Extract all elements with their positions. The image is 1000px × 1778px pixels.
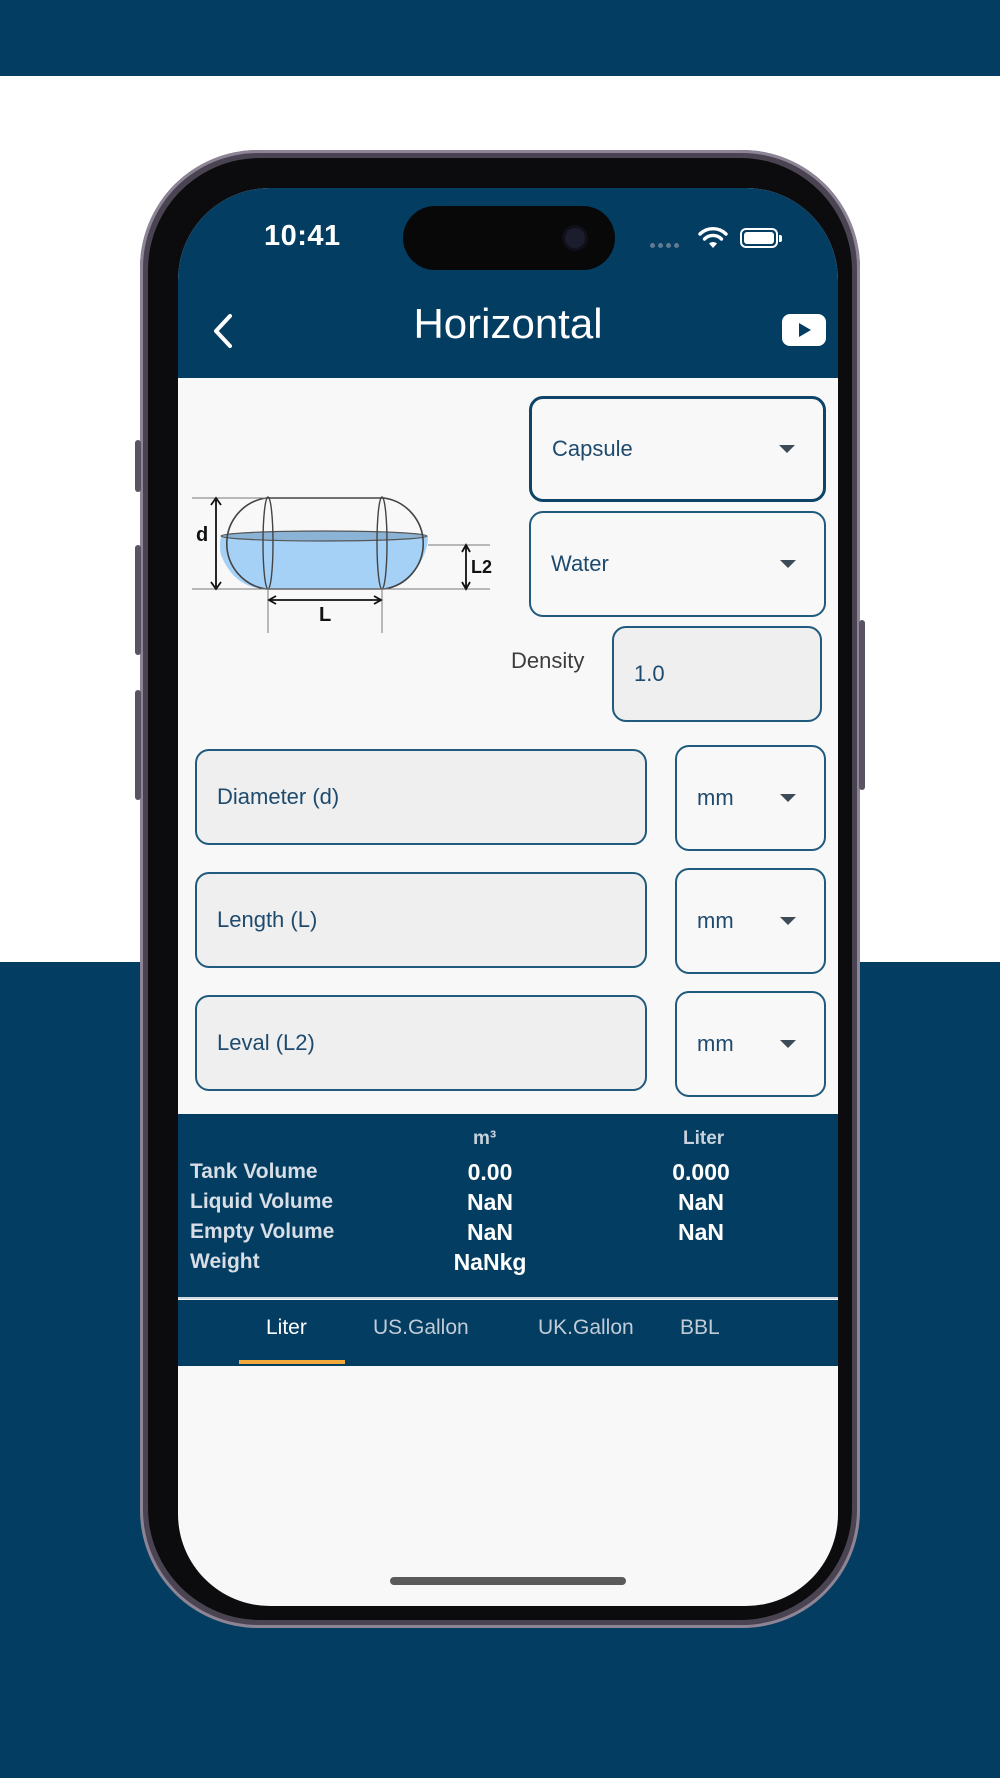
youtube-play-icon [782, 314, 826, 346]
tab-bbl[interactable]: BBL [680, 1316, 720, 1339]
liquid-volume-m3: NaN [466, 1189, 513, 1215]
phone-bezel [148, 158, 852, 1620]
level-unit-select[interactable] [675, 991, 826, 1097]
density-value: 1.0 [634, 661, 665, 686]
tab-liter[interactable]: Liter [266, 1316, 307, 1339]
liquid-volume-label: Liquid Volume [190, 1190, 334, 1213]
active-tab-indicator [239, 1360, 345, 1364]
length-unit-value: mm [697, 908, 734, 933]
diameter-label: d [196, 524, 209, 546]
unit-tabs [178, 1300, 838, 1366]
chevron-down-icon [780, 794, 796, 802]
status-time: 10:41 [264, 220, 341, 252]
battery-icon [740, 228, 778, 248]
column-header-liter: Liter [683, 1128, 725, 1149]
length-label: L [319, 604, 332, 626]
length-placeholder: Length (L) [217, 907, 318, 932]
tab-uk-gallon[interactable]: UK.Gallon [538, 1316, 634, 1339]
tank-volume-m3: 0.00 [467, 1159, 513, 1185]
level-label: L2 [471, 557, 493, 577]
empty-volume-liter: NaN [677, 1219, 724, 1245]
length-unit-select[interactable] [675, 868, 826, 974]
capsule-tank-diagram [190, 488, 500, 658]
diameter-unit-value: mm [697, 785, 734, 810]
density-input[interactable] [612, 626, 822, 722]
level-placeholder: Leval (L2) [217, 1030, 315, 1055]
tank-volume-liter: 0.000 [672, 1159, 730, 1185]
liquid-volume-liter: NaN [677, 1189, 724, 1215]
cellular-signal-icon [650, 243, 686, 251]
weight-value: NaNkg [453, 1249, 527, 1275]
video-tutorial-button[interactable] [782, 314, 826, 346]
liquid-value: Water [551, 551, 609, 576]
results-panel [178, 1114, 838, 1299]
empty-volume-m3: NaN [466, 1219, 513, 1245]
empty-volume-label: Empty Volume [190, 1220, 335, 1243]
volume-down-button [135, 690, 141, 800]
length-input[interactable] [195, 872, 647, 968]
tank-shape-select[interactable] [529, 396, 826, 502]
power-button [859, 620, 865, 790]
dynamic-island [403, 206, 615, 270]
chevron-down-icon [780, 917, 796, 925]
header-bar [178, 188, 838, 378]
chevron-down-icon [780, 560, 796, 568]
chevron-down-icon [780, 1040, 796, 1048]
wifi-icon [698, 226, 728, 255]
page-title: Horizontal [413, 300, 603, 347]
diameter-unit-select[interactable] [675, 745, 826, 851]
diameter-input[interactable] [195, 749, 647, 845]
tank-volume-label: Tank Volume [190, 1160, 318, 1183]
camera-icon [565, 228, 585, 248]
home-indicator[interactable] [390, 1577, 626, 1585]
density-label: Density [511, 648, 585, 673]
chevron-down-icon [779, 445, 795, 453]
diameter-placeholder: Diameter (d) [217, 784, 340, 809]
liquid-select[interactable] [529, 511, 826, 617]
phone-frame [140, 150, 860, 1628]
weight-label: Weight [190, 1250, 260, 1273]
divider [178, 1297, 838, 1299]
app-screen [178, 188, 838, 1606]
top-banner [0, 0, 1000, 76]
level-input[interactable] [195, 995, 647, 1091]
mute-switch [135, 440, 141, 492]
volume-up-button [135, 545, 141, 655]
column-header-m3: m³ [473, 1128, 497, 1149]
tank-shape-value: Capsule [552, 436, 633, 461]
level-unit-value: mm [697, 1031, 734, 1056]
tab-us-gallon[interactable]: US.Gallon [373, 1316, 469, 1339]
